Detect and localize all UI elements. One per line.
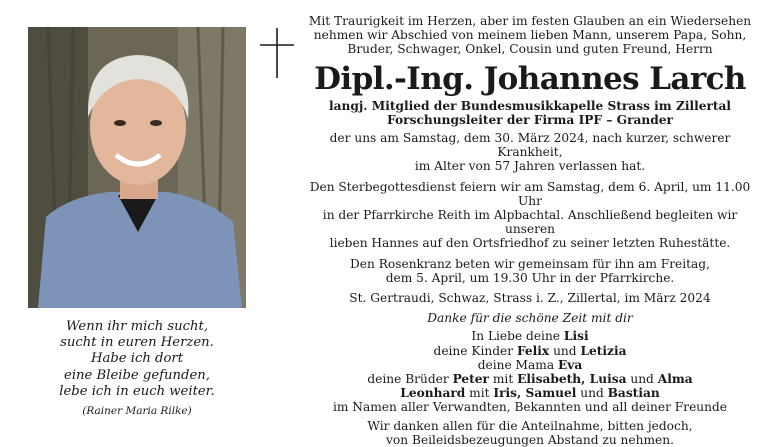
deceased-name: Dipl.-Ing. Johannes Larch [314, 60, 746, 97]
place-date: St. Gertraudi, Schwaz, Strass i. Z., Zillertal, im März 2024 [349, 291, 711, 306]
role-line: langj. Mitglied der Bundesmusikkapelle Strass im Zillertal [328, 98, 732, 113]
family-line [302, 344, 758, 358]
family-text: und [549, 343, 581, 358]
intro [302, 14, 758, 57]
roles [302, 99, 758, 127]
poem-line: lebe ich in euch weiter. [59, 383, 215, 399]
family-text: deine Mama [477, 357, 558, 372]
closing-line: Wir danken allen für die Anteilnahme, bitten jedoch, [367, 418, 693, 433]
rosary-line: dem 5. April, um 19.30 Uhr in der Pfarrkirche. [385, 270, 675, 285]
family-name: Iris, Samuel [493, 386, 577, 401]
family-text: In Liebe deine [471, 329, 564, 344]
family-text: mit [465, 386, 494, 401]
family-name: Elisabeth, Luisa [517, 372, 627, 387]
rosary-line: Den Rosenkranz beten wir gemeinsam für ihn am Freitag, [350, 256, 710, 271]
funeral-line: lieben Hannes auf den Ortsfriedhof zu seiner letzten Ruhestätte. [329, 236, 731, 251]
poem [28, 319, 246, 419]
poem-line: sucht in euren Herzen. [60, 335, 214, 351]
closing-line: von Beileidsbezeugungen Abstand zu nehmen. [386, 432, 674, 447]
thanks-time: Danke für die schöne Zeit mit dir [427, 311, 633, 326]
family-text: deine Kinder [433, 343, 517, 358]
role-line: Forschungsleiter der Firma IPF – Grander [387, 112, 673, 127]
family-name: Alma [657, 372, 693, 387]
family-name: Felix [516, 343, 550, 358]
cross-icon [260, 28, 294, 78]
family-name: Eva [558, 357, 583, 372]
family-name: Peter [452, 372, 489, 387]
funeral-notice [302, 180, 758, 251]
portrait-illustration [28, 27, 246, 308]
family-text: und [626, 372, 658, 387]
obituary-text [302, 14, 758, 447]
family-text: deine Brüder [367, 372, 453, 387]
family-list [302, 329, 758, 414]
poem-line: Habe ich dort [90, 351, 184, 367]
family-line [302, 386, 758, 400]
family-name: Lisi [563, 329, 589, 344]
death-line: im Alter von 57 Jahren verlassen hat. [414, 159, 646, 174]
death-line: der uns am Samstag, dem 30. März 2024, nach kurzer, schwerer Krankheit, [329, 131, 731, 160]
family-line [302, 358, 758, 372]
poem-line: Wenn ihr mich sucht, [65, 319, 209, 334]
family-line [302, 329, 758, 343]
poem-line: eine Bleibe gefunden, [64, 367, 210, 383]
family-line: im Namen aller Verwandten, Bekannten und all deiner Freunde [332, 400, 728, 415]
family-name: Bastian [607, 386, 660, 401]
funeral-line: in der Pfarrkirche Reith im Alpbachtal. Anschließend begleiten wir unseren [322, 208, 738, 237]
intro-line: nehmen wir Abschied von meinem lieben Mann, unserem Papa, Sohn, [313, 28, 747, 43]
closing-note [302, 419, 758, 447]
family-text: und [576, 386, 608, 401]
family-name: Leonhard [400, 386, 466, 401]
intro-line: Mit Traurigkeit im Herzen, aber im festen Glauben an ein Wiedersehen [308, 14, 752, 28]
portrait-photo [28, 27, 246, 308]
family-name: Letizia [580, 343, 627, 358]
death-notice [302, 131, 758, 174]
intro-line: Bruder, Schwager, Onkel, Cousin und guten Freund, Herrn [347, 42, 713, 57]
rosary-notice [302, 257, 758, 285]
family-text: mit [488, 372, 518, 387]
poem-author: (Rainer Maria Rilke) [82, 405, 192, 418]
funeral-line: Den Sterbegottesdienst feiern wir am Samstag, dem 6. April, um 11.00 Uhr [309, 179, 751, 208]
family-line [302, 372, 758, 386]
